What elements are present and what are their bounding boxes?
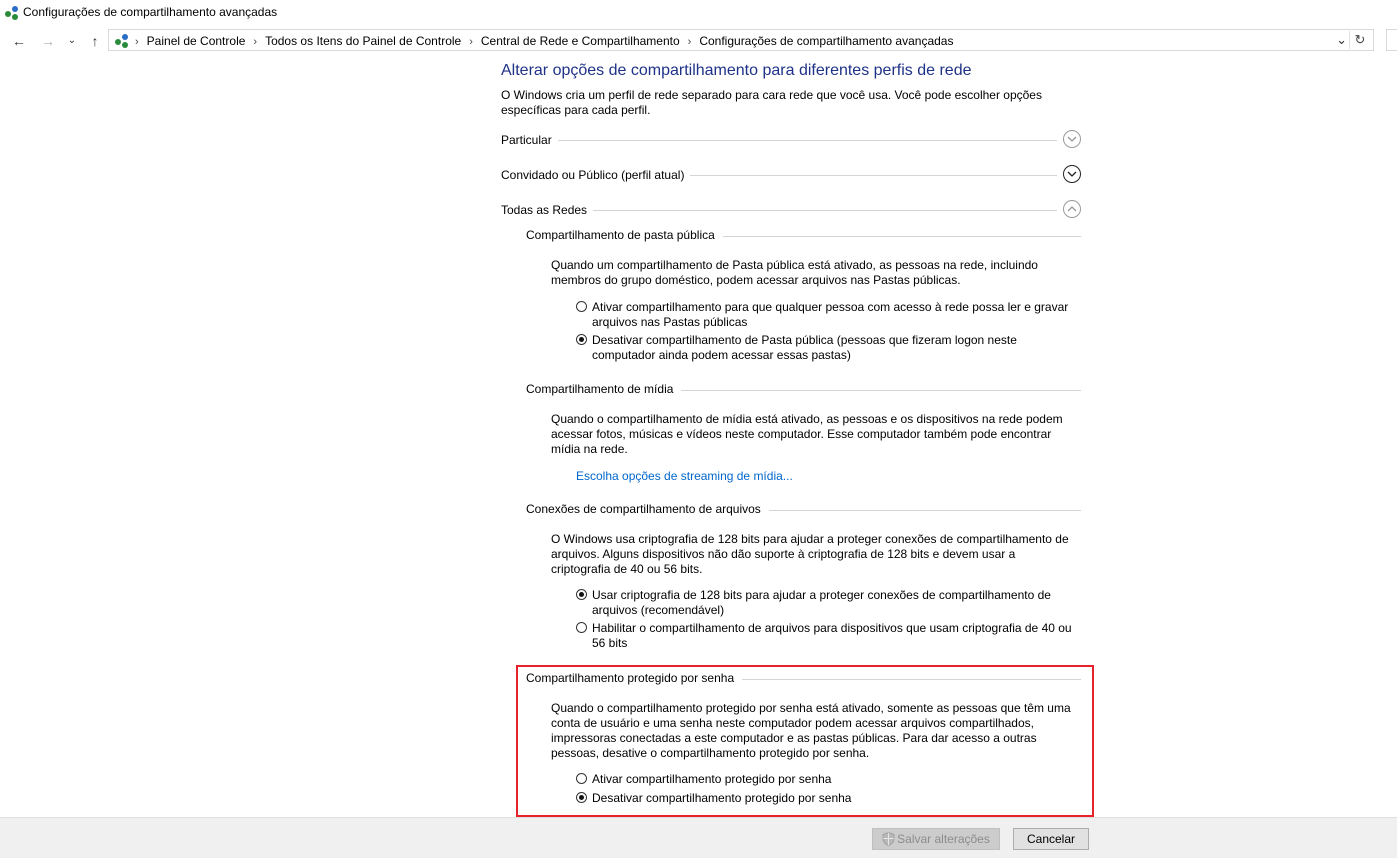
breadcrumb	[131, 34, 953, 48]
profile-label: Todas as Redes	[501, 203, 593, 217]
section-title: Conexões de compartilhamento de arquivos	[526, 502, 769, 516]
network-icon	[114, 33, 130, 49]
search-box[interactable]	[1386, 29, 1397, 51]
forward-arrow-icon[interactable]: →	[41, 33, 55, 49]
recent-locations-chevron-icon[interactable]: ⌄	[67, 35, 77, 46]
profile-label: Particular	[501, 133, 558, 147]
section-description: O Windows usa criptografia de 128 bits para ajudar a proteger conexões de compartilhamento de arquivos. Alguns dispositivos não dão suporte à criptografia de 128 bits e devem usar a criptografia de 40 ou 56 bits.	[551, 532, 1069, 576]
section-title: Compartilhamento de mídia	[526, 382, 681, 396]
breadcrumb-chevron-icon[interactable]: ›	[469, 36, 473, 48]
divider	[501, 140, 1057, 141]
section-password-protected	[526, 671, 1081, 687]
breadcrumb-item[interactable]: Configurações de compartilhamento avançadas	[699, 34, 954, 48]
section-title: Compartilhamento de pasta pública	[526, 228, 723, 242]
chevron-up-icon[interactable]	[1063, 200, 1081, 218]
profile-all-networks[interactable]	[501, 203, 1081, 225]
breadcrumb-chevron-icon[interactable]: ›	[253, 36, 258, 48]
section-media	[526, 382, 1081, 398]
page-title: Alterar opções de compartilhamento para diferentes perfis de rede	[501, 62, 972, 79]
radio-label[interactable]: Usar criptografia de 128 bits para ajudar a proteger conexões de compartilhamento de arquivos (recomendável)	[592, 588, 1051, 617]
save-button-label: Salvar alterações	[897, 832, 990, 846]
radio-label[interactable]: Habilitar o compartilhamento de arquivos para dispositivos que usam criptografia de 40 ou 56 bits	[592, 621, 1072, 650]
profile-guest-public[interactable]	[501, 168, 1081, 190]
breadcrumb-item[interactable]: Central de Rede e Compartilhamento	[480, 34, 680, 48]
section-file-sharing	[526, 502, 1081, 518]
navigation-bar	[0, 27, 1397, 55]
breadcrumb-chevron-icon[interactable]: ›	[687, 36, 692, 48]
section-description: Quando o compartilhamento de mídia está ativado, as pessoas e os dispositivos na rede podem acessar fotos, músicas e vídeos neste computador. Esse computador também pode encontrar mídia na rede.	[551, 412, 1063, 456]
window-title: Configurações de compartilhamento avançadas	[23, 5, 278, 19]
address-bar[interactable]	[108, 29, 1374, 51]
save-button[interactable]	[872, 828, 1000, 850]
section-description: Quando um compartilhamento de Pasta pública está ativado, as pessoas na rede, incluindo membros do grupo doméstico, podem acessar arquivos nas Pastas públicas.	[551, 258, 1038, 287]
breadcrumb-item[interactable]: Todos os Itens do Painel de Controle	[265, 34, 462, 48]
profile-label: Convidado ou Público (perfil atual)	[501, 168, 690, 182]
chevron-down-icon[interactable]	[1063, 130, 1081, 148]
section-public-folder	[526, 228, 1081, 244]
cancel-button[interactable]: Cancelar	[1013, 828, 1089, 850]
breadcrumb-item[interactable]: Painel de Controle	[146, 34, 246, 48]
uac-shield-icon	[882, 832, 895, 852]
back-arrow-icon[interactable]: ←	[12, 33, 26, 49]
radio-button[interactable]	[576, 622, 587, 633]
section-title: Compartilhamento protegido por senha	[526, 671, 742, 685]
intro-text: O Windows cria um perfil de rede separado para cara rede que você usa. Você pode escolher opções específicas para cada perfil.	[501, 88, 1042, 117]
network-icon	[4, 5, 20, 21]
radio-label[interactable]: Ativar compartilhamento protegido por senha	[592, 772, 832, 786]
radio-button[interactable]	[576, 773, 587, 784]
up-arrow-icon[interactable]: ↑	[91, 33, 99, 49]
radio-label[interactable]: Desativar compartilhamento de Pasta pública (pessoas que fizeram logon neste computador ainda podem acessar essas pastas)	[592, 333, 1017, 362]
main-content	[0, 55, 1397, 817]
title-bar	[0, 0, 1397, 26]
chevron-down-icon[interactable]	[1063, 165, 1081, 183]
profile-particular[interactable]	[501, 133, 1081, 155]
radio-button[interactable]	[576, 792, 587, 803]
address-dropdown-icon[interactable]: ⌄	[1336, 32, 1347, 47]
radio-label[interactable]: Desativar compartilhamento protegido por senha	[592, 791, 852, 805]
refresh-icon[interactable]: ↻	[1349, 31, 1370, 49]
footer-bar	[0, 817, 1397, 858]
breadcrumb-chevron-icon[interactable]: ›	[135, 36, 139, 48]
radio-button[interactable]	[576, 301, 587, 312]
radio-label[interactable]: Ativar compartilhamento para que qualquer pessoa com acesso à rede possa ler e gravar arquivos nas Pastas públicas	[592, 300, 1069, 329]
radio-button[interactable]	[576, 589, 587, 600]
section-description: Quando o compartilhamento protegido por senha está ativado, somente as pessoas que têm uma conta de usuário e uma senha neste computador podem acessar arquivos compartilhados, impressoras conectadas a este computador e as pastas públicas. Para dar acesso a outras pessoas, desative o compartilhamento protegido por senha.	[551, 701, 1071, 760]
media-streaming-link[interactable]: Escolha opções de streaming de mídia...	[576, 469, 793, 483]
radio-button[interactable]	[576, 334, 587, 345]
